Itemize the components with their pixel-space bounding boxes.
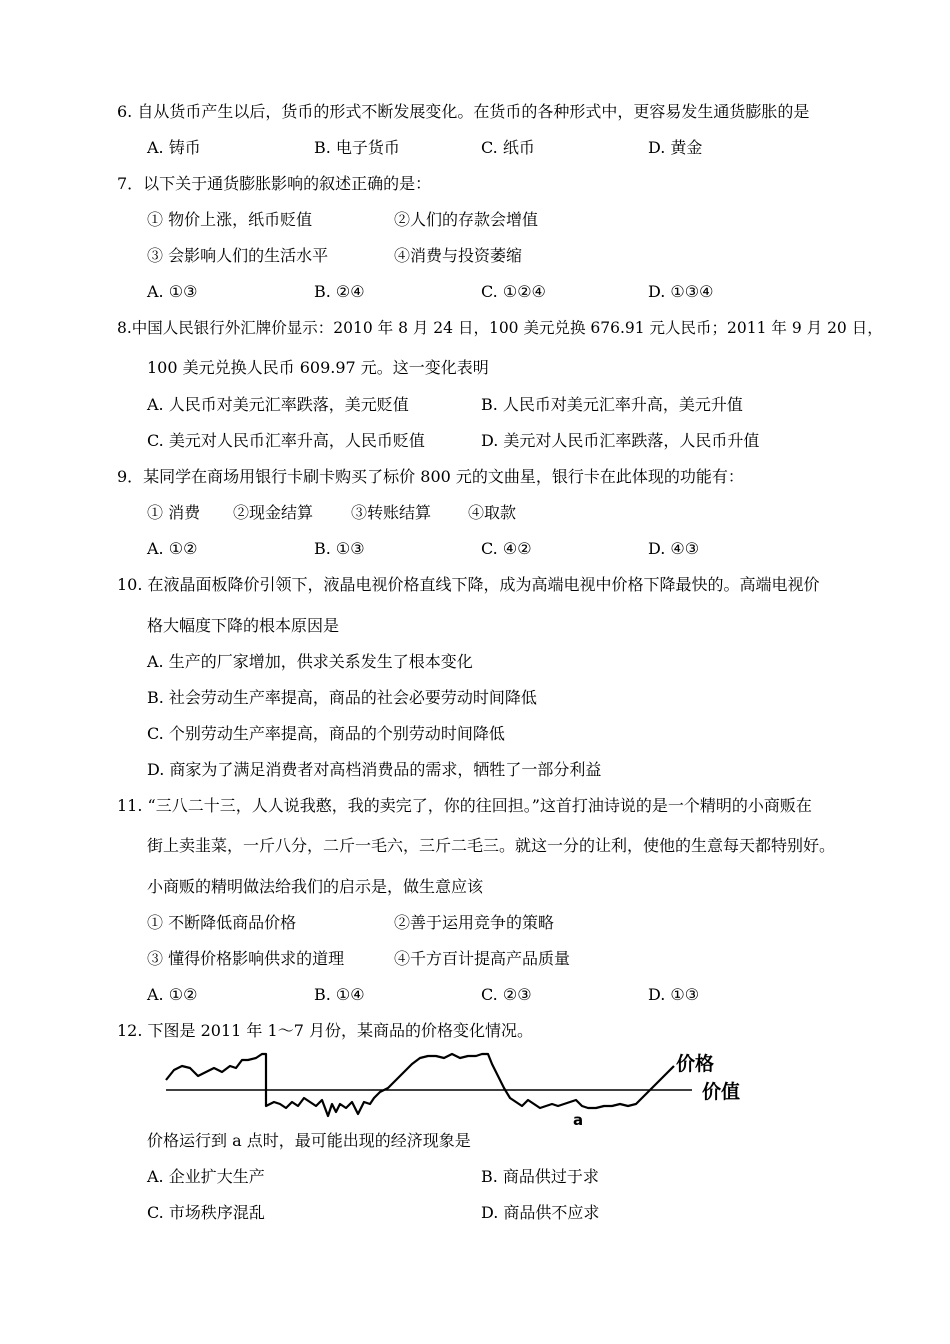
price-curve [166,1054,674,1116]
price-label: 价格 [676,1053,715,1075]
q11-option-a: A. ①② [147,985,198,1004]
q7-item-3: ③ 会影响人们的生活水平 [147,246,329,265]
q9-stem: 9．某同学在商场用银行卡刷卡购买了标价 800 元的文曲星，银行卡在此体现的功能有： [117,467,744,486]
q8-option-c: C. 美元对人民币汇率升高，人民币贬值 [147,431,425,450]
q12-stem: 12. 下图是 2011 年 1～7 月份，某商品的价格变化情况。 [117,1021,533,1040]
q8-option-d: D. 美元对人民币汇率跌落，人民币升值 [481,431,760,450]
q11-item-2: ②善于运用竞争的策略 [394,913,555,932]
q7-option-c: C. ①②④ [481,282,546,301]
q9-option-c: C. ④② [481,539,532,558]
q11-item-3: ③ 懂得价格影响供求的道理 [147,949,345,968]
q11-option-c: C. ②③ [481,985,532,1004]
q10-option-b: B. 社会劳动生产率提高，商品的社会必要劳动时间降低 [147,688,537,707]
q8-option-b: B. 人民币对美元汇率升高，美元升值 [481,395,743,414]
q11-stem-line1: 11. “三八二十三，人人说我憨，我的卖完了，你的往回担。”这首打油诗说的是一个精明的小商贩在 [117,796,812,815]
q6-option-a: A. 铸币 [147,138,201,157]
q12-option-a: A. 企业扩大生产 [147,1167,265,1186]
q7-item-4: ④消费与投资萎缩 [394,246,523,265]
q9-item-4: ④取款 [468,503,517,522]
q9-option-b: B. ①③ [314,539,365,558]
q7-option-b: B. ②④ [314,282,365,301]
q11-item-4: ④千方百计提高产品质量 [394,949,571,968]
q10-option-a: A. 生产的厂家增加，供求关系发生了根本变化 [147,652,473,671]
q11-option-d: D. ①③ [648,985,700,1004]
point-a-label: a [573,1111,584,1129]
q11-stem-line3: 小商贩的精明做法给我们的启示是，做生意应该 [147,877,484,896]
value-label: 价值 [702,1081,741,1103]
q11-stem-line2: 街上卖韭菜，一斤八分，二斤一毛六，三斤二毛三。就这一分的让利，使他的生意每天都特别好。 [147,836,836,855]
price-value-chart [160,1046,780,1130]
q11-option-b: B. ①④ [314,985,365,1004]
q8-option-a: A. 人民币对美元汇率跌落，美元贬值 [147,395,409,414]
q7-item-1: ① 物价上涨，纸币贬值 [147,210,313,229]
q8-stem-line1: 8.中国人民银行外汇牌价显示：2010 年 8 月 24 日，100 美元兑换 676.91 元人民币；2011 年 9 月 20 日， [117,319,883,337]
q7-option-a: A. ①③ [147,282,198,301]
q8-stem-line2: 100 美元兑换人民币 609.97 元。这一变化表明 [147,358,489,377]
q6-option-b: B. 电子货币 [314,138,400,157]
q12-sub-question: 价格运行到 a 点时，最可能出现的经济现象是 [147,1131,471,1150]
q11-item-1: ① 不断降低商品价格 [147,913,297,932]
q10-stem-line1: 10. 在液晶面板降价引领下，液晶电视价格直线下降，成为高端电视中价格下降最快的。高端电视价 [117,575,820,594]
q9-item-3: ③转账结算 [351,503,432,522]
q6-option-d: D. 黄金 [648,138,703,157]
q12-option-d: D. 商品供不应求 [481,1203,600,1222]
q7-stem: 7．以下关于通货膨胀影响的叙述正确的是： [117,174,432,193]
q10-option-d: D. 商家为了满足消费者对高档消费品的需求，牺牲了一部分利益 [147,760,602,779]
q6-stem: 6. 自从货币产生以后，货币的形式不断发展变化。在货币的各种形式中，更容易发生通货膨胀的是 [117,102,810,121]
q12-option-b: B. 商品供过于求 [481,1167,599,1186]
q12-option-c: C. 市场秩序混乱 [147,1203,265,1222]
q7-option-d: D. ①③④ [648,282,714,301]
q10-option-c: C. 个别劳动生产率提高，商品的个别劳动时间降低 [147,724,505,743]
q10-stem-line2: 格大幅度下降的根本原因是 [147,616,340,635]
q7-item-2: ②人们的存款会增值 [394,210,539,229]
q9-item-2: ②现金结算 [233,503,314,522]
q6-option-c: C. 纸币 [481,138,535,157]
q9-option-d: D. ④③ [648,539,700,558]
q9-option-a: A. ①② [147,539,198,558]
q9-item-1: ① 消费 [147,503,201,522]
